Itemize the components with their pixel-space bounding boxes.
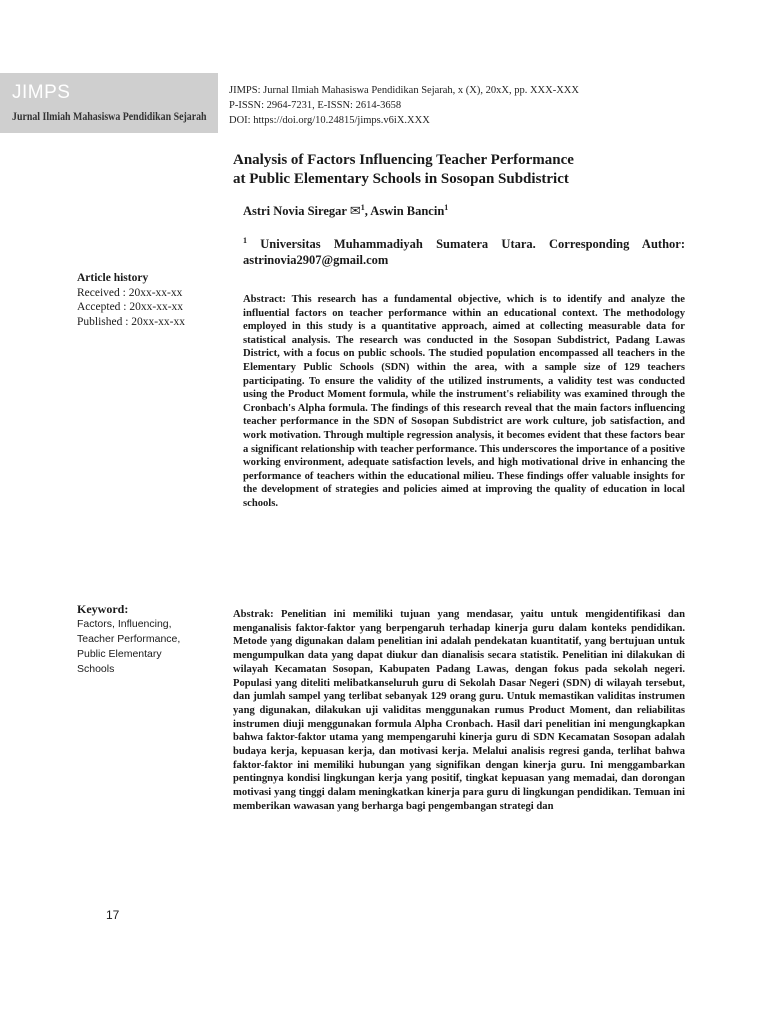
journal-issn: P-ISSN: 2964-7231, E-ISSN: 2614-3658 — [229, 100, 402, 111]
affiliation — [243, 233, 685, 268]
keyword-block — [77, 602, 217, 677]
keyword-item: Public Elementary — [77, 648, 162, 660]
affiliation-mark: 1 — [243, 236, 247, 245]
keyword-item: Schools — [77, 663, 115, 675]
author-2-affil-mark: 1 — [444, 203, 449, 212]
journal-meta — [229, 83, 579, 128]
received-date: Received : 20xx-xx-xx — [77, 286, 183, 299]
article-title-line-2: at Public Elementary Schools in Sosopan Subdistrict — [233, 171, 569, 187]
journal-logo — [0, 73, 218, 133]
journal-logo-abbr: JIMPS — [12, 82, 71, 103]
journal-doi[interactable]: DOI: https://doi.org/10.24815/jimps.v6iX.XXX — [229, 115, 430, 126]
abstract-english: Abstract: This research has a fundamental objective, which is to identify and analyze the influential factors on teacher performance within an educational context. The methodology employed in this study is a quantitative approach, aimed at collecting measurable data for statistical analysis. The research was conducted in the Sosopan Subdistrict, Padang Lawas District, with a focus on public schools. The studied population encompassed all teachers in the Elementary Public Schools (SDN) within the area, with a sample size of 129 teachers participating. To ensure the validity of the utilized instruments, a validity test was conducted using the Product Moment formula, while the instrument's reliability was examined through the Cronbach's Alpha formula. The findings of this research reveal that the main factors influencing teacher performance in the SDN of Sosopan Subdistrict are work culture, job satisfaction, and work motivation. Through multiple regression analysis, it becomes evident that these factors bear a significant relationship with teacher performance. This underscores the importance of a positive working environment, adequate satisfaction levels, and high motivational drive in enhancing the performance of teachers within the educational milieu. These findings offer valuable insights for the development of strategies and policies aimed at improving the quality of education in local schools. — [243, 294, 685, 509]
published-date: Published : 20xx-xx-xx — [77, 315, 185, 328]
author-list — [243, 203, 448, 219]
article-title-line-1: Analysis of Factors Influencing Teacher Performance — [233, 152, 574, 168]
author-separator: , — [364, 204, 371, 219]
affiliation-text: Universitas Muhammadiyah Sumatera Utara. Corresponding Author: astrinovia2907@gmail.com — [243, 237, 685, 268]
article-history-heading: Article history — [77, 272, 149, 284]
abstract-indonesian: Abstrak: Penelitian ini memiliki tujuan yang mendasar, yaitu untuk mengidentifikasi dan menganalisis faktor-faktor yang berpengaruh terhadap kinerja guru dalam konteks pendidikan. Metode yang digunakan dalam penelitian ini adalah pendekatan kuantitatif, yang bertujuan untuk mengumpulkan data yang dapat diukur dan dianalisis secara statistik. Penelitian ini dilakukan di wilayah Kecamatan Sosopan, Kabupaten Padang Lawas, dengan fokus pada sekolah negeri. Populasi yang diteliti melibatkanseluruh guru di Sekolah Dasar Negeri (SDN) di wilayah tersebut, dan jumlah sampel yang terlibat sebanyak 129 orang guru. Untuk memastikan validitas instrumen yang digunakan, dilakukan uji validitas menggunakan rumus Product Moment, dan reliabilitas instrumen diuji menggunakan formula Alpha Cronbach. Hasil dari penelitian ini mengungkapkan bahwa faktor-faktor utama yang mempengaruhi kinerja guru di SDN Kecamatan Sosopan adalah budaya kerja, kepuasan kerja, dan motivasi kerja. Melalui analisis regresi ganda, terlihat bahwa faktor-faktor ini memiliki hubungan yang signifikan dengan kinerja guru. Ini menggambarkan pentingnya kondisi lingkungan kerja yang positif, tingkat kepuasan yang memadai, dan dorongan motivasi yang tinggi dalam meningkatkan kinerja para guru di lingkungan pendidikan. Temuan ini memberikan wawasan yang berharga bagi pengembangan strategi dan — [233, 609, 685, 812]
page-number: 17 — [106, 908, 120, 922]
envelope-icon[interactable]: ✉ — [349, 204, 361, 220]
article-title — [233, 151, 693, 189]
author-1-affil-mark: 1 — [360, 203, 365, 212]
journal-logo-full-name: Jurnal Ilmiah Mahasiswa Pendidikan Sejarah — [12, 111, 207, 123]
author-2: Aswin Bancin — [370, 204, 445, 219]
keyword-heading: Keyword: — [77, 602, 129, 616]
journal-citation: JIMPS: Jurnal Ilmiah Mahasiswa Pendidikan Sejarah, x (X), 20xX, pp. XXX-XXX — [229, 85, 579, 96]
keyword-item: Factors, Influencing, — [77, 618, 172, 630]
author-1: Astri Novia Siregar — [243, 204, 347, 219]
accepted-date: Accepted : 20xx-xx-xx — [77, 301, 184, 313]
keyword-item: Teacher Performance, — [77, 633, 181, 645]
article-history — [77, 271, 185, 329]
